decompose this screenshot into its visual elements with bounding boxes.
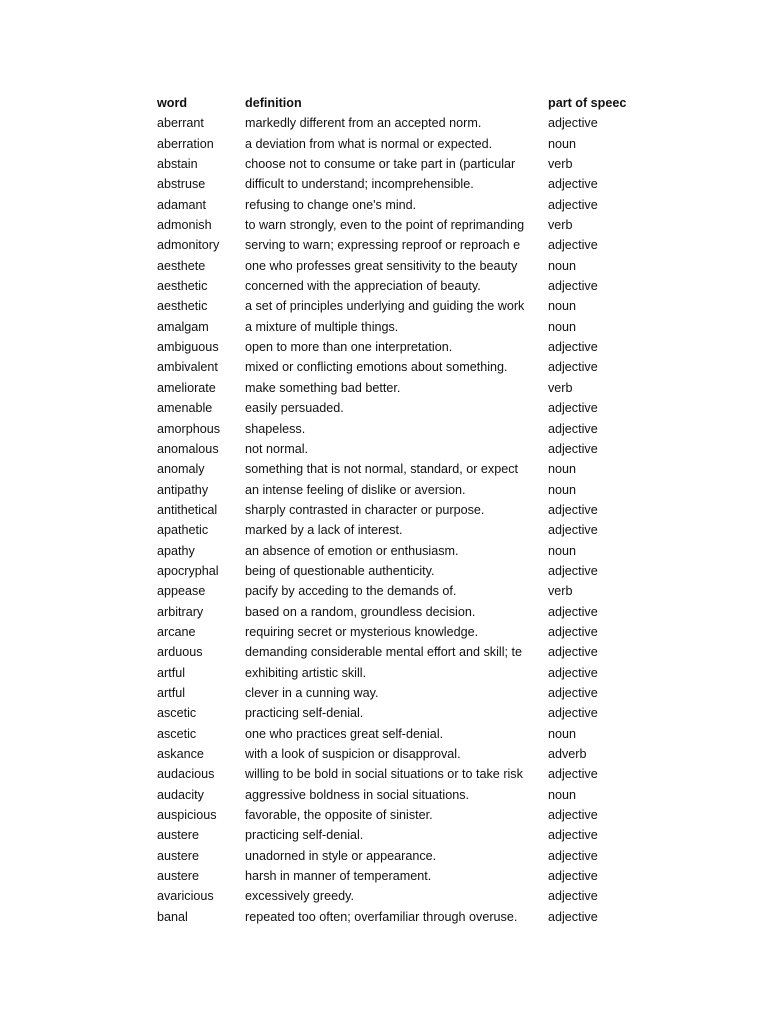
part-of-speech-cell: adjective	[548, 563, 598, 578]
table-row	[157, 825, 637, 845]
word-cell: admonish	[157, 218, 212, 233]
word-cell: ameliorate	[157, 380, 216, 395]
word-cell: amenable	[157, 401, 213, 416]
definition-cell: concerned with the appreciation of beauty.	[245, 279, 481, 294]
part-of-speech-cell: adjective	[548, 889, 598, 904]
part-of-speech-cell: adjective	[548, 808, 598, 823]
word-cell: apathetic	[157, 523, 209, 538]
definition-cell: practicing self-denial.	[245, 706, 364, 721]
definition-cell: easily persuaded.	[245, 401, 344, 416]
header-definition: definition	[245, 96, 302, 110]
definition-cell: serving to warn; expressing reproof or reproach e	[245, 238, 521, 253]
part-of-speech-cell: adverb	[548, 747, 587, 761]
word-cell: anomalous	[157, 441, 219, 456]
word-cell: askance	[157, 747, 204, 761]
table-row	[157, 866, 637, 886]
table-row	[157, 642, 637, 662]
header-part-of-speech: part of speec	[548, 96, 627, 110]
word-cell: ambiguous	[157, 340, 219, 355]
definition-cell: with a look of suspicion or disapproval.	[245, 747, 461, 761]
table-header-row	[157, 93, 637, 113]
word-cell: austere	[157, 848, 200, 863]
word-cell: amalgam	[157, 319, 209, 334]
part-of-speech-cell: noun	[548, 136, 577, 151]
word-cell: ascetic	[157, 726, 197, 741]
word-cell: amorphous	[157, 421, 221, 436]
table-row	[157, 683, 637, 703]
definition-cell: sharply contrasted in character or purpose.	[245, 502, 485, 517]
part-of-speech-cell: adjective	[548, 909, 598, 924]
word-cell: artful	[157, 685, 185, 700]
table-row	[157, 276, 637, 296]
word-cell: aberration	[157, 136, 214, 151]
definition-cell: favorable, the opposite of sinister.	[245, 808, 433, 823]
table-row	[157, 846, 637, 866]
word-cell: avaricious	[157, 889, 214, 904]
table-row	[157, 154, 637, 174]
table-row	[157, 357, 637, 377]
word-cell: aberrant	[157, 116, 204, 131]
part-of-speech-cell: noun	[548, 543, 577, 558]
definition-cell: exhibiting artistic skill.	[245, 665, 367, 680]
part-of-speech-cell: adjective	[548, 645, 598, 660]
table-row	[157, 805, 637, 825]
word-cell: aesthetic	[157, 299, 208, 314]
word-cell: aesthete	[157, 258, 206, 273]
table-row	[157, 398, 637, 418]
word-cell: audacity	[157, 787, 204, 802]
word-cell: arduous	[157, 645, 203, 660]
table-row	[157, 500, 637, 520]
definition-cell: an intense feeling of dislike or aversion.	[245, 482, 466, 497]
definition-cell: being of questionable authenticity.	[245, 563, 435, 578]
definition-cell: aggressive boldness in social situations.	[245, 787, 470, 802]
table-row	[157, 459, 637, 479]
table-row	[157, 581, 637, 601]
table-row	[157, 378, 637, 398]
word-cell: austere	[157, 869, 200, 884]
word-cell: admonitory	[157, 238, 220, 253]
definition-cell: demanding considerable mental effort and skill; te	[245, 645, 522, 660]
word-cell: apathy	[157, 543, 195, 558]
part-of-speech-cell: noun	[548, 787, 577, 802]
part-of-speech-cell: adjective	[548, 340, 598, 355]
table-body	[157, 113, 637, 927]
part-of-speech-cell: noun	[548, 299, 577, 314]
table-row	[157, 602, 637, 622]
part-of-speech-cell: adjective	[548, 828, 598, 843]
definition-cell: a mixture of multiple things.	[245, 319, 399, 334]
definition-cell: difficult to understand; incomprehensible.	[245, 177, 474, 192]
part-of-speech-cell: adjective	[548, 197, 598, 212]
table-row	[157, 622, 637, 642]
definition-cell: one who professes great sensitivity to the beauty	[245, 258, 518, 273]
definition-cell: unadorned in style or appearance.	[245, 848, 437, 863]
table-row	[157, 764, 637, 784]
table-row	[157, 419, 637, 439]
definition-cell: a deviation from what is normal or expected.	[245, 136, 493, 151]
table-row	[157, 907, 637, 927]
definition-cell: willing to be bold in social situations or to take risk	[245, 767, 523, 782]
definition-cell: an absence of emotion or enthusiasm.	[245, 543, 459, 558]
word-cell: antithetical	[157, 502, 218, 517]
part-of-speech-cell: adjective	[548, 523, 598, 538]
part-of-speech-cell: adjective	[548, 624, 598, 639]
vocabulary-table	[157, 93, 637, 927]
definition-cell: repeated too often; overfamiliar through overuse.	[245, 909, 518, 924]
definition-cell: mixed or conflicting emotions about something.	[245, 360, 508, 375]
part-of-speech-cell: noun	[548, 462, 577, 477]
table-row	[157, 317, 637, 337]
table-row	[157, 439, 637, 459]
definition-cell: excessively greedy.	[245, 889, 354, 904]
word-cell: apocryphal	[157, 563, 219, 578]
word-cell: ascetic	[157, 706, 197, 721]
word-cell: arbitrary	[157, 604, 204, 619]
definition-cell: marked by a lack of interest.	[245, 523, 403, 538]
part-of-speech-cell: verb	[548, 380, 573, 395]
part-of-speech-cell: noun	[548, 726, 577, 741]
table-row	[157, 744, 637, 764]
word-cell: artful	[157, 665, 185, 680]
table-row	[157, 256, 637, 276]
word-cell: austere	[157, 828, 200, 843]
word-cell: arcane	[157, 624, 196, 639]
definition-cell: shapeless.	[245, 421, 306, 436]
part-of-speech-cell: adjective	[548, 848, 598, 863]
definition-cell: based on a random, groundless decision.	[245, 604, 476, 619]
table-row	[157, 561, 637, 581]
table-row	[157, 235, 637, 255]
definition-cell: choose not to consume or take part in (particular	[245, 157, 516, 172]
definition-cell: make something bad better.	[245, 380, 401, 395]
word-cell: ambivalent	[157, 360, 218, 375]
part-of-speech-cell: adjective	[548, 767, 598, 782]
table-row	[157, 541, 637, 561]
part-of-speech-cell: adjective	[548, 604, 598, 619]
part-of-speech-cell: adjective	[548, 279, 598, 294]
table-row	[157, 520, 637, 540]
table-row	[157, 337, 637, 357]
part-of-speech-cell: verb	[548, 157, 573, 172]
part-of-speech-cell: adjective	[548, 177, 598, 192]
part-of-speech-cell: verb	[548, 218, 573, 233]
word-cell: anomaly	[157, 462, 205, 477]
part-of-speech-cell: noun	[548, 258, 577, 273]
table-row	[157, 480, 637, 500]
definition-cell: not normal.	[245, 441, 308, 456]
table-row	[157, 174, 637, 194]
table-row	[157, 703, 637, 723]
definition-cell: practicing self-denial.	[245, 828, 364, 843]
table-row	[157, 296, 637, 316]
definition-cell: clever in a cunning way.	[245, 685, 379, 700]
definition-cell: one who practices great self-denial.	[245, 726, 444, 741]
definition-cell: something that is not normal, standard, or expect	[245, 462, 519, 477]
definition-cell: markedly different from an accepted norm.	[245, 116, 482, 131]
part-of-speech-cell: noun	[548, 319, 577, 334]
part-of-speech-cell: adjective	[548, 360, 598, 375]
definition-cell: requiring secret or mysterious knowledge.	[245, 624, 479, 639]
part-of-speech-cell: adjective	[548, 441, 598, 456]
table-row	[157, 134, 637, 154]
part-of-speech-cell: adjective	[548, 706, 598, 721]
part-of-speech-cell: adjective	[548, 421, 598, 436]
part-of-speech-cell: adjective	[548, 401, 598, 416]
part-of-speech-cell: adjective	[548, 502, 598, 517]
definition-cell: to warn strongly, even to the point of reprimanding	[245, 218, 525, 233]
table-row	[157, 663, 637, 683]
definition-cell: open to more than one interpretation.	[245, 340, 453, 355]
table-row	[157, 785, 637, 805]
word-cell: appease	[157, 584, 206, 599]
table-row	[157, 886, 637, 906]
word-cell: banal	[157, 909, 188, 924]
word-cell: antipathy	[157, 482, 209, 497]
table-row	[157, 215, 637, 235]
definition-cell: harsh in manner of temperament.	[245, 869, 432, 884]
definition-cell: a set of principles underlying and guiding the work	[245, 299, 525, 314]
definition-cell: refusing to change one's mind.	[245, 197, 417, 212]
word-cell: auspicious	[157, 808, 217, 823]
part-of-speech-cell: adjective	[548, 869, 598, 884]
word-cell: aesthetic	[157, 279, 208, 294]
part-of-speech-cell: adjective	[548, 116, 598, 131]
table-row	[157, 724, 637, 744]
part-of-speech-cell: adjective	[548, 685, 598, 700]
table-row	[157, 113, 637, 133]
table-row	[157, 195, 637, 215]
word-cell: abstain	[157, 157, 198, 172]
word-cell: abstruse	[157, 177, 206, 192]
word-cell: adamant	[157, 197, 207, 212]
header-word: word	[157, 96, 188, 110]
definition-cell: pacify by acceding to the demands of.	[245, 584, 457, 599]
part-of-speech-cell: adjective	[548, 238, 598, 253]
part-of-speech-cell: verb	[548, 584, 573, 599]
word-cell: audacious	[157, 767, 215, 782]
part-of-speech-cell: adjective	[548, 665, 598, 680]
part-of-speech-cell: noun	[548, 482, 577, 497]
